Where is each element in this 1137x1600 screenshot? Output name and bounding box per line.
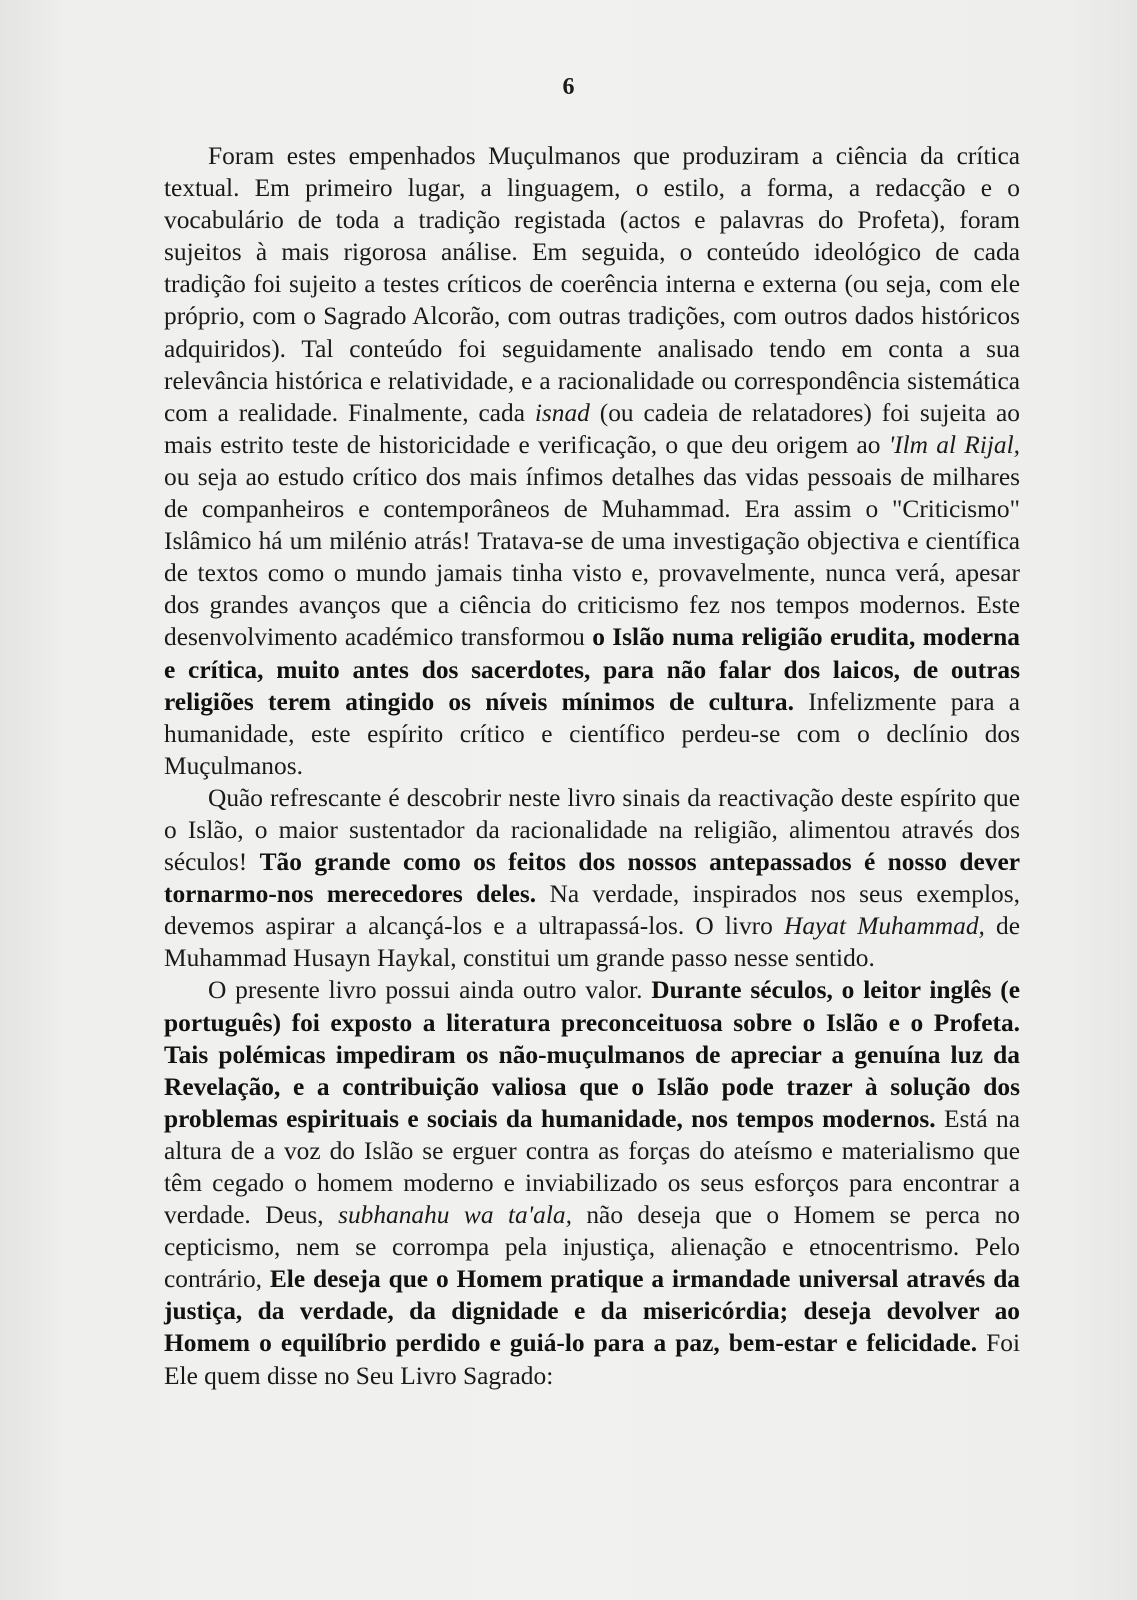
p1-text-1: Foram estes empenhados Muçulmanos que produziram a ciência da crítica textual. Em primeiro lugar, a linguagem, o estilo, a forma, a redacção e o vocabulário de toda a tradição registada (actos e palavras do Profeta), foram sujeitos à mais rigorosa análise. Em seguida, o conteúdo ideológico de cada tradição foi sujeito a testes críticos de coerência interna e externa (ou seja, com ele próprio, com o Sagrado Alcorão, com outras tradições, com outros dados históricos adquiridos). Tal conteúdo foi seguidamente analisado tendo em conta a sua relevância histórica e relatividade, e a racionalidade ou correspondência sistemática com a realidade. Finalmente, cada [164, 142, 1020, 427]
p3-text-3: não deseja que o Homem se perca no cepticismo, nem se corrompa pela injustiça, alienação e etnocentrismo. Pelo contrário, [164, 1201, 1020, 1294]
p3-bold-passage-1: Durante séculos, o leitor inglês (e português) foi exposto a literatura preconceituosa sobre o Islão e o Profeta. Tais polémicas impediram os não-muçulmanos de apreciar a genuína luz da Revelação, e a contribuição valiosa que o Islão pode trazer à solução dos problemas espirituais e sociais da humanidade, nos tempos modernos. [164, 976, 1020, 1133]
p1-isnad-term: isnad [534, 398, 590, 427]
paragraph-3 [164, 974, 1020, 1391]
p3-text-4: Foi Ele quem disse no Seu Livro Sagrado: [164, 1329, 1021, 1390]
p2-bold-passage: Tão grande como os feitos dos nossos antepassados é nosso dever tornarmo-nos merecedores deles. [164, 848, 1020, 909]
p3-italic-phrase: subhanahu wa ta'ala, [338, 1201, 572, 1230]
paragraph-1 [164, 140, 1020, 782]
p2-text-1: Quão refrescante é descobrir neste livro sinais da reactivação deste espírito que o Islão, o maior sustentador da racionalidade na religião, alimentou através dos séculos! [164, 783, 1020, 877]
paragraph-2 [164, 782, 1020, 975]
p3-text-2: Está na altura de a voz do Islão se erguer contra as forças do ateísmo e materialismo que têm cegado o homem moderno e inviabilizado os seus esforços para encontrar a verdade. Deus, [164, 1104, 1020, 1230]
p1-ilm-term: 'Ilm al Rijal, [888, 430, 1020, 459]
p3-bold-passage-2: Ele deseja que o Homem pratique a irmandade universal através da justiça, da verdade, da dignidade e da misericórdia; deseja devolver ao Homem o equilíbrio perdido e guiá-lo para a paz, bem-estar e felicidade. [164, 1265, 1021, 1358]
p3-text-1: O presente livro possui ainda outro valor. [208, 976, 652, 1005]
p1-bold-passage: o Islão numa religião erudita, moderna e crítica, muito antes dos sacerdotes, para não falar dos laicos, de outras religiões terem atingido os níveis mínimos de cultura. [164, 623, 1020, 716]
p1-text-4: Infelizmente para a humanidade, este espírito crítico e científico perdeu-se com o declínio dos Muçulmanos. [164, 687, 1020, 780]
p2-text-3: de Muhammad Husayn Haykal, constitui um grande passo nesse sentido. [164, 912, 1020, 973]
p2-text-2: Na verdade, inspirados nos seus exemplos, devemos aspirar a alcançá-los e a ultrapassá-los. O livro [164, 880, 1020, 941]
page-number: 6 [562, 74, 575, 100]
p1-text-3: ou seja ao estudo crítico dos mais ínfimos detalhes das vidas pessoais de milhares de companheiros e contemporâneos de Muhammad. Era assim o "Criticismo" Islâmico há um milénio atrás! Tratava-se de uma investigação objectiva e científica de textos como o mundo jamais tinha visto e, provavelmente, nunca verá, apesar dos grandes avanços que a ciência do criticismo fez nos tempos modernos. Este desenvolvimento académico transformou [164, 462, 1020, 652]
p1-text-2: (ou cadeia de relatadores) foi sujeita ao mais estrito teste de historicidade e verificação, o que deu origem ao [164, 398, 1020, 459]
body-text [164, 140, 1020, 1392]
p2-book-title: Hayat Muhammad, [784, 912, 985, 941]
